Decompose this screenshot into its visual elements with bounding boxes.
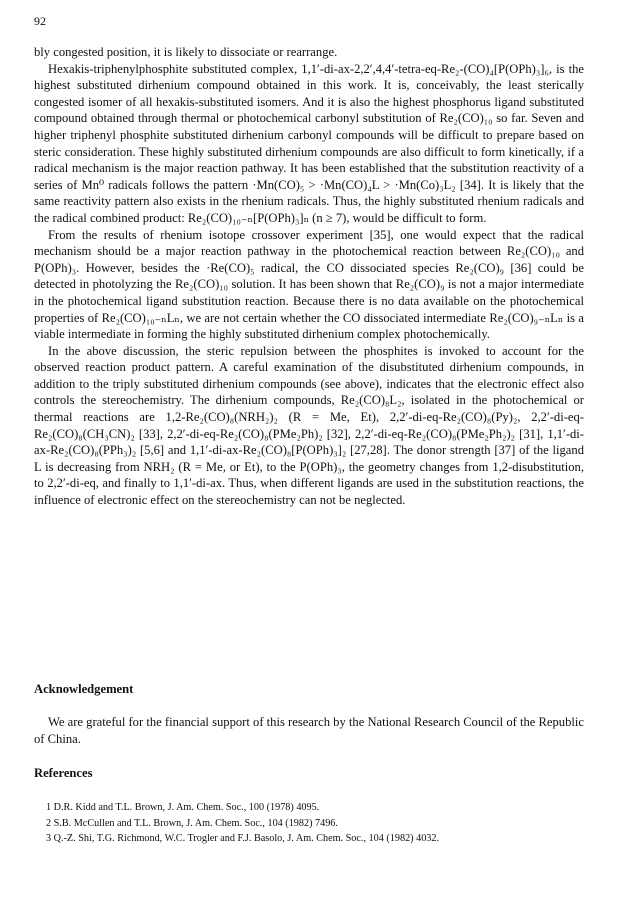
page-number: 92 (34, 14, 46, 28)
reference-item: 1 D.R. Kidd and T.L. Brown, J. Am. Chem. Soc., 100 (1978) 4095. (46, 802, 320, 813)
acknowledgement-heading: Acknowledgement (34, 682, 134, 696)
paragraph-hexakis: Hexakis-triphenylphosphite substituted complex, 1,1′-di-ax-2,2′,4,4′-tetra-eq-Re₂-(CO)₄[P(OPh)₃]₆, is the highest substituted dirhenium compound obtained in this work. It is, conceivably, the least sterically congested isomer of all hexakis-substituted isomers. And it is also the highest phosphorus ligand substituted compound obtained through thermal or photochemical carbonyl substitution of Re₂(CO)₁₀ so far. Seven and higher triphenyl phosphite substituted dirhenium carbonyl compounds will be difficult to prepare based on steric consideration. These highly substituted dirhenium compounds are also difficult to form kinetically, if a radical mechanism is the major reaction pathway. It has been established that the substitution reactivity of a series of Mn⁰ radicals follows the pattern ·Mn(CO)₅ > ·Mn(CO)₄L > ·Mn(Co)₃L₂ [34]. It is likely that the same reactivity pattern also exists in the rhenium radicals. Thus, the highly substituted rhenium radicals and the radical combined product: Re₂(CO)₁₀₋ₙ[P(OPh)₃]ₙ (n ≥ 7), would be difficult to form. (34, 61, 584, 225)
paragraph-continuation: bly congested position, it is likely to dissociate or rearrange. (34, 45, 338, 59)
reference-item: 3 Q.-Z. Shi, T.G. Richmond, W.C. Trogler and F.J. Basolo, J. Am. Chem. Soc., 104 (1982) 4032. (46, 833, 440, 844)
body-text (34, 44, 584, 509)
paragraph-steric: In the above discussion, the steric repulsion between the phosphites is invoked to account for the observed reaction product pattern. A careful examination of the disubstituted dirhenium compounds, in addition to the triply substituted dirhenium compounds (see above), indicates that the electronic effect also controls the stereochemistry. The dirhenium compounds, Re₂(CO)₈L₂, isolated in the photochemical or thermal reactions are 1,2-Re₂(CO)₈(NRH₂)₂ (R = Me, Et), 2,2′-di-eq-Re₂(CO)₈(Py)₂, 2,2′-di-eq-Re₂(CO)₈(CH₃CN)₂ [33], 2,2′-di-eq-Re₂(CO)₈(PMe₂Ph)₂ [32], 2,2′-di-eq-Re₂(CO)₈(PMe₂Ph₂)₂ [31], 1,1′-di-ax-Re₂(CO)₈(PPh₃)₂ [5,6] and 1,1′-di-ax-Re₂(CO)₈[P(OPh)₃]₂ [27,28]. The donor strength [37] of the ligand L is decreasing from NRH₂ (R = Me, or Et), to the P(OPh)₃, the geometry changes from 1,2-disubstitution, to 2,2′-di-eq, and finally to 1,1′-di-ax. Thus, when different ligands are used in the substitution reactions, the influence of electronic effect on the stereochemistry can not be neglected. (34, 343, 584, 508)
paragraph-crossover: From the results of rhenium isotope crossover experiment [35], one would expect that the radical mechanism should be a major reaction pathway in the photochemical reaction between Re₂(CO)₁₀ and P(OPh)₃. However, besides the ·Re(CO)₅ radical, the CO dissociated species Re₂(CO)₉ [36] could be detected in photolyzing the Re₂(CO)₁₀ solution. It has been shown that Re₂(CO)₉ is not a major intermediate in the photochemical ligand substitution reaction. Because there is no data available on the photochemical properties of Re₂(CO)₁₀₋ₙLₙ, we are not certain whether the CO dissociated intermediate Re₂(CO)₉₋ₙLₙ is a viable intermediate in forming the highly substituted dirhenium complex photochemically. (34, 227, 584, 342)
reference-item: 2 S.B. McCullen and T.L. Brown, J. Am. Chem. Soc., 104 (1982) 7496. (46, 817, 338, 829)
references-heading: References (34, 766, 93, 780)
acknowledgement-text: We are grateful for the financial support of this research by the National Research Council of the Republic of China. (34, 715, 584, 746)
references-list (46, 800, 586, 847)
